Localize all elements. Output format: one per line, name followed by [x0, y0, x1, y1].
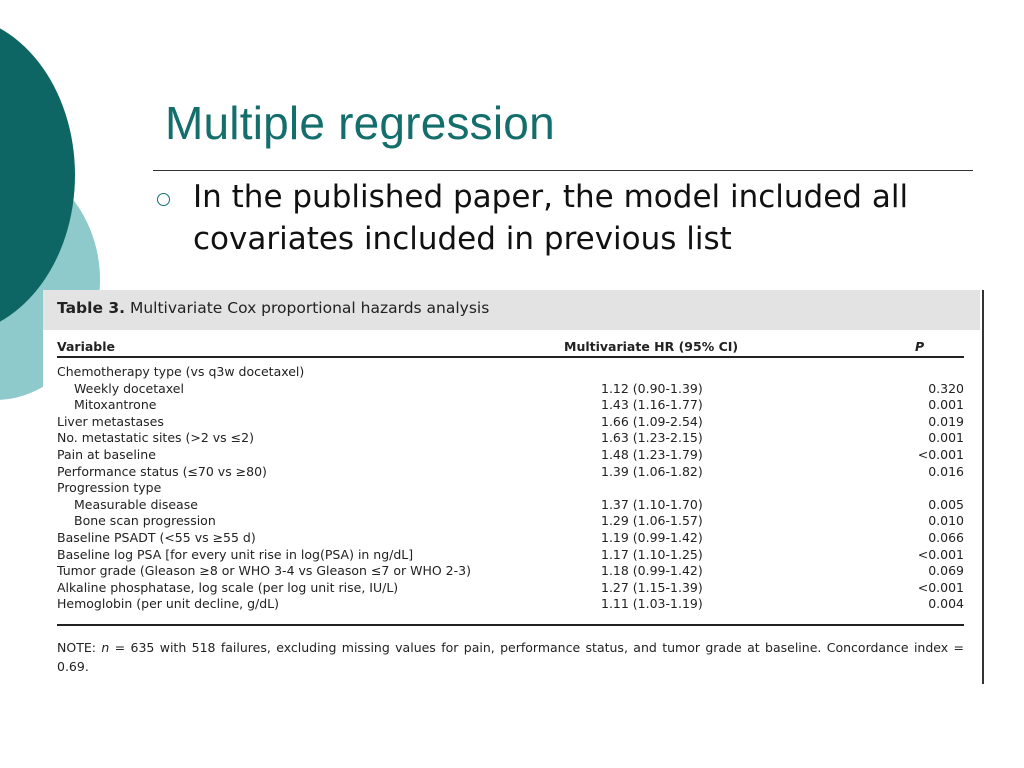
row-hazard-ratio: 1.19 (0.99-1.42)	[601, 529, 703, 545]
row-p-value: 0.069	[928, 563, 964, 579]
row-variable: Alkaline phosphatase, log scale (per log unit rise, IU/L)	[57, 579, 399, 595]
table-row	[43, 414, 980, 431]
table-row	[43, 513, 980, 530]
row-variable: Progression type	[57, 480, 162, 496]
row-variable: Mitoxantrone	[74, 397, 157, 413]
row-hazard-ratio: 1.27 (1.15-1.39)	[601, 579, 703, 595]
row-hazard-ratio: 1.37 (1.10-1.70)	[601, 496, 703, 512]
row-variable: Bone scan progression	[74, 513, 216, 529]
table-row	[43, 430, 980, 447]
table-row	[43, 563, 980, 580]
header-p-value: P	[915, 339, 925, 354]
row-p-value: 0.005	[928, 496, 964, 512]
row-hazard-ratio: 1.43 (1.16-1.77)	[601, 397, 703, 413]
footer-rule	[57, 624, 964, 626]
table-row	[43, 547, 980, 564]
row-p-value: <0.001	[917, 579, 964, 595]
row-hazard-ratio: 1.11 (1.03-1.19)	[601, 596, 703, 612]
row-p-value: 0.320	[928, 380, 964, 396]
row-p-value: 0.016	[928, 463, 964, 479]
row-variable: No. metastatic sites (>2 vs ≤2)	[57, 430, 254, 446]
row-variable: Baseline PSADT (<55 vs ≥55 d)	[57, 529, 256, 545]
results-table	[43, 290, 984, 684]
row-p-value: 0.001	[928, 430, 964, 446]
row-hazard-ratio: 1.18 (0.99-1.42)	[601, 563, 703, 579]
table-row	[43, 480, 980, 497]
row-variable: Measurable disease	[74, 496, 198, 512]
row-variable: Chemotherapy type (vs q3w docetaxel)	[57, 364, 305, 379]
row-variable: Weekly docetaxel	[74, 380, 184, 396]
row-variable: Performance status (≤70 vs ≥80)	[57, 463, 267, 479]
row-p-value: 0.001	[928, 397, 964, 413]
row-variable: Liver metastases	[57, 413, 164, 429]
table-row	[43, 464, 980, 481]
row-p-value: <0.001	[917, 446, 964, 462]
table-caption-bar	[43, 290, 980, 330]
row-hazard-ratio: 1.66 (1.09-2.54)	[601, 413, 703, 429]
row-variable: Tumor grade (Gleason ≥8 or WHO 3-4 vs Gleason ≤7 or WHO 2-3)	[57, 563, 471, 579]
title-divider	[153, 170, 973, 171]
table-row	[43, 530, 980, 547]
table-caption	[57, 299, 489, 317]
slide-title: Multiple regression	[165, 97, 555, 149]
table-row	[43, 596, 980, 613]
row-hazard-ratio: 1.12 (0.90-1.39)	[601, 380, 703, 396]
header-variable: Variable	[57, 339, 116, 354]
table-note: NOTE: n = 635 with 518 failures, excluding missing values for pain, performance status, and tumor grade at baseline. Concordance index = 0.69.	[57, 640, 964, 674]
bullet-text: In the published paper, the model included all covariates included in previous list	[193, 179, 909, 257]
table-row	[43, 381, 980, 398]
table-row	[43, 364, 980, 381]
row-p-value: 0.010	[928, 513, 964, 529]
row-hazard-ratio: 1.48 (1.23-1.79)	[601, 446, 703, 462]
row-variable: Baseline log PSA [for every unit rise in log(PSA) in ng/dL]	[57, 546, 414, 562]
row-hazard-ratio: 1.17 (1.10-1.25)	[601, 546, 703, 562]
table-row	[43, 580, 980, 597]
table-body	[43, 364, 980, 613]
row-hazard-ratio: 1.39 (1.06-1.82)	[601, 463, 703, 479]
table-row	[43, 447, 980, 464]
table-row	[43, 497, 980, 514]
row-variable: Hemoglobin (per unit decline, g/dL)	[57, 596, 280, 612]
table-row	[43, 397, 980, 414]
row-hazard-ratio: 1.63 (1.23-2.15)	[601, 430, 703, 446]
row-hazard-ratio: 1.29 (1.06-1.57)	[601, 513, 703, 529]
table-caption-text: Multivariate Cox proportional hazards analysis	[129, 299, 490, 317]
hollow-circle-bullet-icon	[157, 193, 170, 206]
row-p-value: 0.019	[928, 413, 964, 429]
row-p-value: 0.066	[928, 529, 964, 545]
header-hazard-ratio: Multivariate HR (95% CI)	[564, 339, 739, 354]
header-rule	[57, 356, 964, 358]
row-p-value: 0.004	[928, 596, 964, 612]
row-variable: Pain at baseline	[57, 446, 156, 462]
table-label: Table 3.	[57, 299, 126, 317]
row-p-value: <0.001	[917, 546, 964, 562]
